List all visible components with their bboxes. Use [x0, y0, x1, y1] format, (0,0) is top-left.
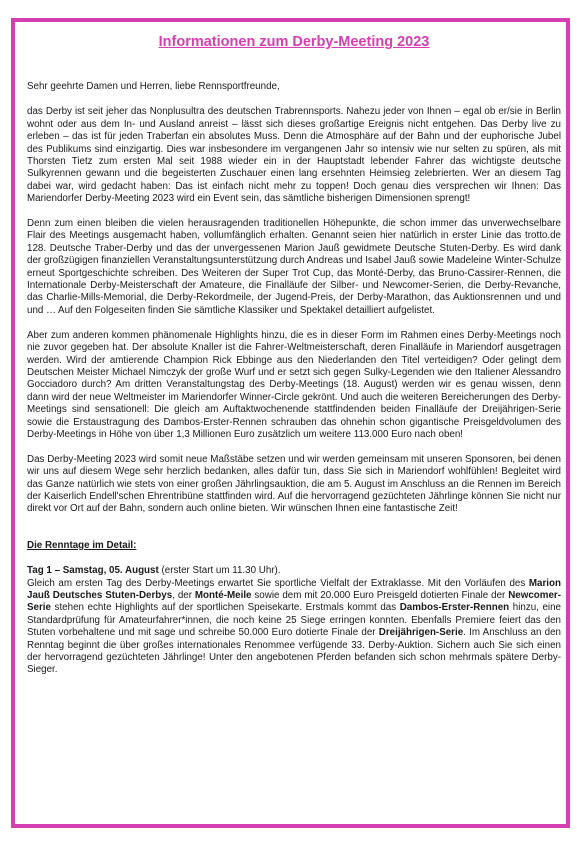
day-1-text-part: Gleich am ersten Tag des Derby-Meetings erwartet Sie sportliche Vielfalt der Extraklasse. Mit den Vorläufen des — [27, 577, 529, 589]
day-1-heading — [27, 565, 561, 577]
day-1-emphasis-monte-meile: Monté-Meile — [194, 589, 252, 601]
intro-paragraph-2: Denn zum einen bleiben die vielen herausragenden traditionellen Höhepunkte, die schon immer das unverwechselbare Flair des Meetings ausgemacht haben, vollumfänglich erhalten. Genannt seien hier natürlich in erster Linie das trotto.de 128. Deutsche Traber-Derby und das der unvergessenen Marion Jauß gewidmete Deutsche Stuten-Derby. Es wird dank der großzügigen finanziellen Veranstaltungsunterstützung durch Andreas und Isabel Jauß sowie Madeleine Winter-Schulze erneut Sportgeschichte schreiben. Des Weiteren der Super Trot Cup, das Monté-Derby, das Bruno-Cassirer-Rennen, die Internationale Derby-Meisterschaft der Amateure, die Finalläufe der Silber- und Newcomer-Serien, die Derby-Revanche, das Charlie-Mills-Memorial, die Derby-Rekordmeile, der Jugend-Preis, der Derby-Marathon, das Auktionsrennen und und und … Auf den Folgeseiten finden Sie sämtliche Klassiker und Spektakel detailliert aufgelistet. — [27, 218, 561, 316]
salutation: Sehr geehrte Damen und Herren, liebe Rennsportfreunde, — [27, 81, 280, 92]
day-1-emphasis-dreijaehrigen-serie: Dreijährigen-Serie — [378, 627, 464, 639]
intro-paragraph-4: Das Derby-Meeting 2023 wird somit neue Maßstäbe setzen und wir werden gemeinsam mit unseren Sponsoren, bei denen wir uns auf diesem Wege sehr herzlich bedanken, alles dafür tun, dass Sie sich in Mariendorf wohlfühlen! Begleitet wird das Ganze natürlich wie stets von einer großen Jährlingsauktion, die am 5. August im Anschluss an die Rennen im Bereich der Kaiserlich Endell'schen Ehrentribüne stattfinden wird. Auf die hervorragend gezüchteten Jährlinge können Sie nicht nur direkt vor Ort auf der Bahn, sondern auch online bieten. Wir wünschen Ihnen eine fantastische Zeit! — [27, 453, 561, 515]
day-1-description — [27, 578, 561, 677]
section-heading-renntage: Die Renntage im Detail: — [27, 539, 137, 551]
day-1-text-part: sowie dem mit 20.000 Euro Preisgeld dotierten Finale der — [251, 589, 509, 601]
day-1-emphasis-stuten-derby: Marion Jauß Deutsches Stuten-Derbys — [27, 577, 561, 601]
day-1-emphasis-newcomer-serie: Newcomer-Serie — [27, 589, 561, 614]
document-page — [27, 33, 561, 823]
day-1-text-part: . Im Anschluss an den Renntag beginnt die über großes internationales Renommee verfügende 33. Derby-Auktion. Sichern auch Sie sich einen der hervorragend gezüchteten Jährlinge! Unter den angebotenen Pferden befanden sich schon mehrmals spätere Derby-Sieger. — [27, 627, 561, 676]
day-1-title: Tag 1 – Samstag, 05. August — [27, 565, 159, 577]
day-1-text-part: hinzu, eine Standardprüfung für Amateurfahrer*innen, die noch keine 25 Siege erringen konnten. Ebenfalls Premiere feiert das den Stuten vorbehaltene und mit sage und schreibe 50.000 Euro dotierte Finale der — [27, 602, 561, 639]
day-1-text-part: stehen echte Highlights auf der sportlichen Speisekarte. Erstmals kommt das — [50, 602, 400, 614]
day-1-emphasis-dambos-rennen: Dambos-Erster-Rennen — [399, 602, 510, 614]
intro-paragraph-3: Aber zum anderen kommen phänomenale Highlights hinzu, die es in dieser Form im Rahmen eines Derby-Meetings noch nie zuvor gegeben hat. Der absolute Knaller ist die Fahrer-Weltmeisterschaft, deren Finalläufe in Mariendorf ausgetragen werden. Wird der amtierende Champion Rick Ebbinge aus den Niederlanden den Titel verteidigen? Oder gelingt dem Deutschen Meister Michael Nimczyk der große Wurf und er setzt sich gegen Sulky-Legenden wie den Italiener Alessandro Gocciadoro durch? Am dritten Veranstaltungstag des Derby-Meetings (18. August) werden wir es genau wissen, denn dann wird der neue Weltmeister im Mariendorfer Winner-Circle gekrönt. Und auch die weiteren Bereicherungen des Derby-Meetings sind sensationell: Die gleich am Auftaktwochenende stattfindenden beiden Finalläufe der Dreijährigen-Serie sowie die Erstaustragung des Dambos-Erster-Rennen schrauben das ohnehin schon gigantische Preisgeldvolumen des Derby-Meetings in Höhe von über 1,3 Millionen Euro zusätzlich um weitere 113.000 Euro nach oben! — [27, 329, 561, 440]
document-title: Informationen zum Derby-Meeting 2023 — [158, 34, 430, 50]
intro-paragraph-1: das Derby ist seit jeher das Nonplusultra des deutschen Trabrennsports. Nahezu jeder von Ihnen – egal ob er/sie in Berlin wohnt oder aus dem In- und Ausland anreist – lässt sich dieses großartige Ereignis nicht entgehen. Das Derby live zu erleben – das ist für jeden Traberfan ein absolutes Muss. Denn die Atmosphäre auf der Bahn und der euphorische Jubel des Publikums sind einzigartig. Dies war insbesondere im vergangenen Jahr so intensiv wie nur selten zu spüren, als mit Thorsten Tietz zum ersten Mal seit 1988 wieder ein in der Hauptstadt lebender Fahrer das wichtigste deutsche Sulkyrennen gewann und die begeisterten Zuschauer einen lang ersehnten Heimsieg zelebrierten. Wer an diesem Tag dabei war, wird gedacht haben: Das ist einfach nicht mehr zu toppen! Doch genau dies versprechen wir Ihnen: Das Mariendorfer Derby-Meeting 2023 wird ein Event sein, das sämtliche bisherigen Dimensionen sprengt! — [27, 106, 561, 205]
day-1-start-time: (erster Start um 11.30 Uhr). — [158, 565, 281, 577]
day-1-text-part: , der — [172, 589, 195, 601]
